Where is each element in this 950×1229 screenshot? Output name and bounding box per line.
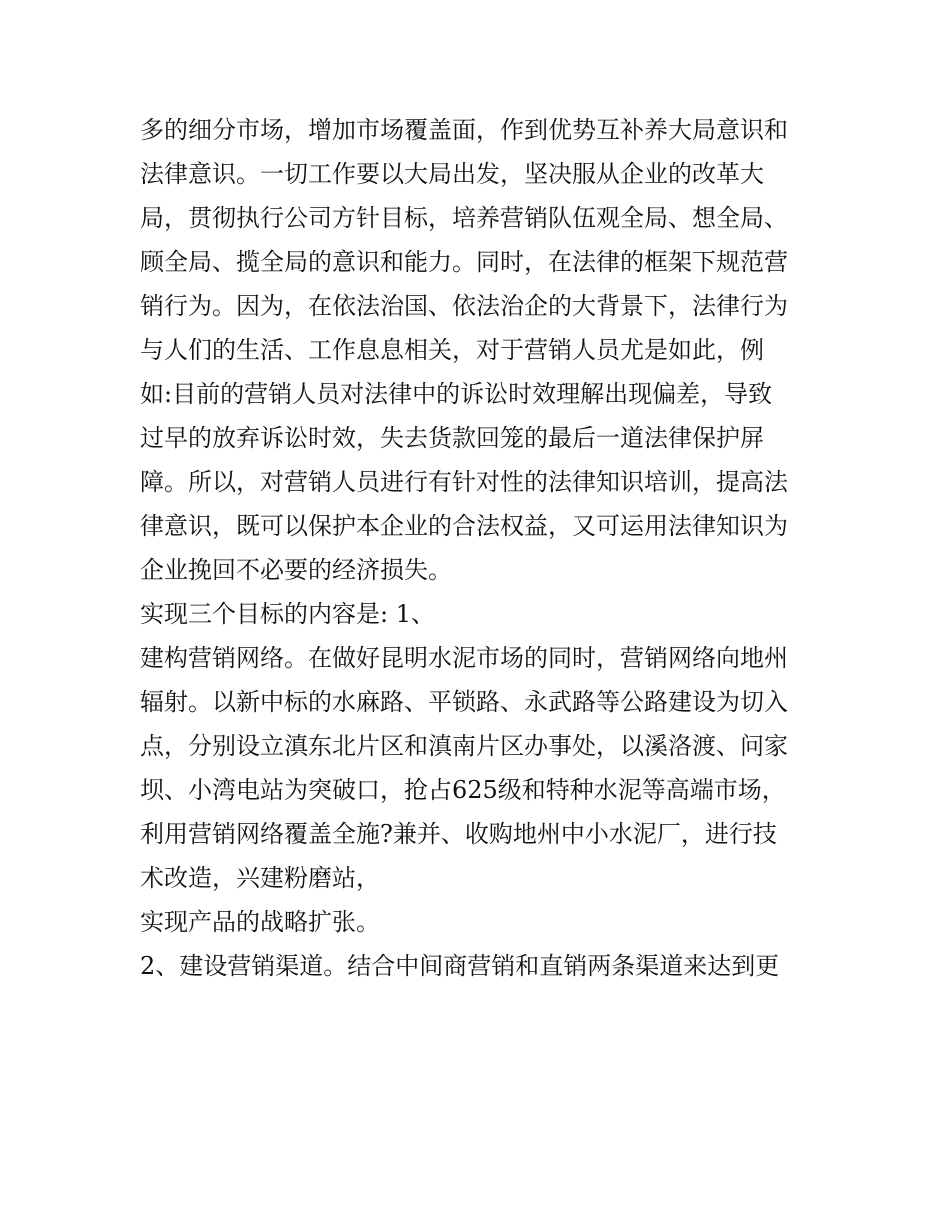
text-line: 如:目前的营销人员对法律中的诉讼时效理解出现偏差，导致 [140,380,773,408]
body-text [140,108,840,988]
text-line: 术改造，兴建粉磨站， [140,864,380,892]
text-line: 实现产品的战略扩张。 [140,908,380,936]
text-line: 辐射。以新中标的水麻路、平锁路、永武路等公路建设为切入 [140,688,788,716]
text-line: 法律意识。一切工作要以大局出发，坚决服从企业的改革大 [140,160,764,188]
text-line: 过早的放弃诉讼时效，失去货款回笼的最后一道法律保护屏 [140,424,764,452]
text-line: 与人们的生活、工作息息相关，对于营销人员尤是如此，例 [140,336,764,364]
text-line: 2、建设营销渠道。结合中间商营销和直销两条渠道来达到更 [140,952,780,980]
text-line: 利用营销网络覆盖全施?兼并、收购地州中小水泥厂，进行技 [140,820,777,848]
text-line: 障。所以，对营销人员进行有针对性的法律知识培训，提高法 [140,468,788,496]
text-line: 点，分别设立滇东北片区和滇南片区办事处，以溪洛渡、问家 [140,732,788,760]
text-line: 多的细分市场，增加市场覆盖面，作到优势互补养大局意识和 [140,116,788,144]
text-line: 建构营销网络。在做好昆明水泥市场的同时，营销网络向地州 [140,644,788,672]
text-line: 实现三个目标的内容是: 1、 [140,600,435,628]
text-line: 销行为。因为，在依法治国、依法治企的大背景下，法律行为 [140,292,788,320]
text-line: 坝、小湾电站为突破口，抢占625级和特种水泥等高端市场， [140,776,786,804]
text-line: 顾全局、揽全局的意识和能力。同时，在法律的框架下规范营 [140,248,788,276]
text-line: 企业挽回不必要的经济损失。 [140,556,452,584]
text-line: 局，贯彻执行公司方针目标，培养营销队伍观全局、想全局、 [140,204,788,232]
text-line: 律意识，既可以保护本企业的合法权益，又可运用法律知识为 [140,512,788,540]
